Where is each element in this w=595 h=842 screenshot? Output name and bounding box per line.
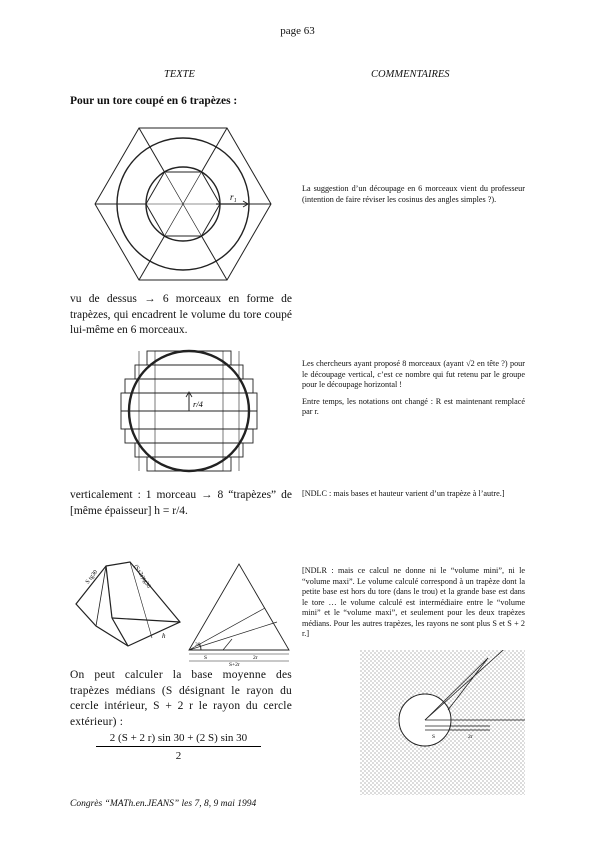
solid-label-long: (S+2r)tg30 [132,563,152,590]
formula-denominator: 2 [175,750,182,762]
triangle-angle-label: 30 [195,642,201,648]
figure1-label: r₁ [230,192,237,202]
figure-vertical-slices [117,347,261,481]
figure-triangle [185,560,295,668]
comment-3: [NDLC : mais bases et hauteur varient d’un trapèze à l’autre.] [302,489,505,498]
comment-4: [NDLR : mais ce calcul ne donne ni le “volume mini”, ni le “volume maxi”. Le volume calculé correspond à un trapèze dont la petite base est hors du tore (dans le trou) et la grande base est dans le tore … le volume calculé est intermédiaire entre le “volume mini” et le “volume maxi”, et seulement pour les deux trapèzes médians. Pour les autres trapèzes, les rayons ne sont plus S et S + 2 r.] [302,566,525,638]
text-paragraph-1: vu de dessus → 6 morceaux en forme de trapèzes, qui encadrent le volume du tore coupé lui-même en 6 morceaux. [70,293,292,336]
comment-1: La suggestion d’un découpage en 6 morceaux vient du professeur (intention de faire réviser les cosinus des angles simples ?). [302,184,525,204]
column-heading-commentaires: COMMENTAIRES [371,69,450,80]
comment-2 [302,359,525,424]
solid-label-short: S tg30 [84,569,100,586]
comment-2b: Entre temps, les notations ont changé : R est maintenant remplacé par r. [302,396,525,416]
solid-label-h: h [162,632,166,640]
triangle-label-total: S+2r [229,662,240,668]
page-number: page 63 [280,25,315,37]
figure-trapezoid-solid [68,558,186,658]
footer: Congrès “MATh.en.JEANS” les 7, 8, 9 mai 1994 [70,799,257,809]
disc-label-s: S [432,734,436,740]
text-paragraph-2: verticalement : 1 morceau → 8 “trapèzes” de [même épaisseur] h = r/4. [70,489,292,517]
comment-2a: Les chercheurs ayant proposé 8 morceaux (ayant √2 en tête ?) pour le découpage vertical, c’est ce nombre qui fut retenu par le groupe pour le découpage horizontal ! [302,359,525,389]
figure2-label: r/4 [193,399,203,409]
column-heading-texte: TEXTE [164,69,195,80]
triangle-label-2r: 2r [253,655,258,661]
formula-numerator: 2 (S + 2 r) sin 30 + (2 S) sin 30 [96,732,261,747]
section-title: Pour un tore coupé en 6 trapèzes : [70,95,238,107]
figure-hexagon-torus [88,118,278,288]
figure-stippled-disc [360,650,525,795]
disc-label-2r: 2r [468,734,473,740]
triangle-label-s: S [204,655,208,661]
text-paragraph-3: On peut calculer la base moyenne des trapèzes médians (S désignant le rayon du cercle intérieur, S + 2 r le rayon du cercle extérieur) : [70,669,292,728]
formula [96,732,261,762]
